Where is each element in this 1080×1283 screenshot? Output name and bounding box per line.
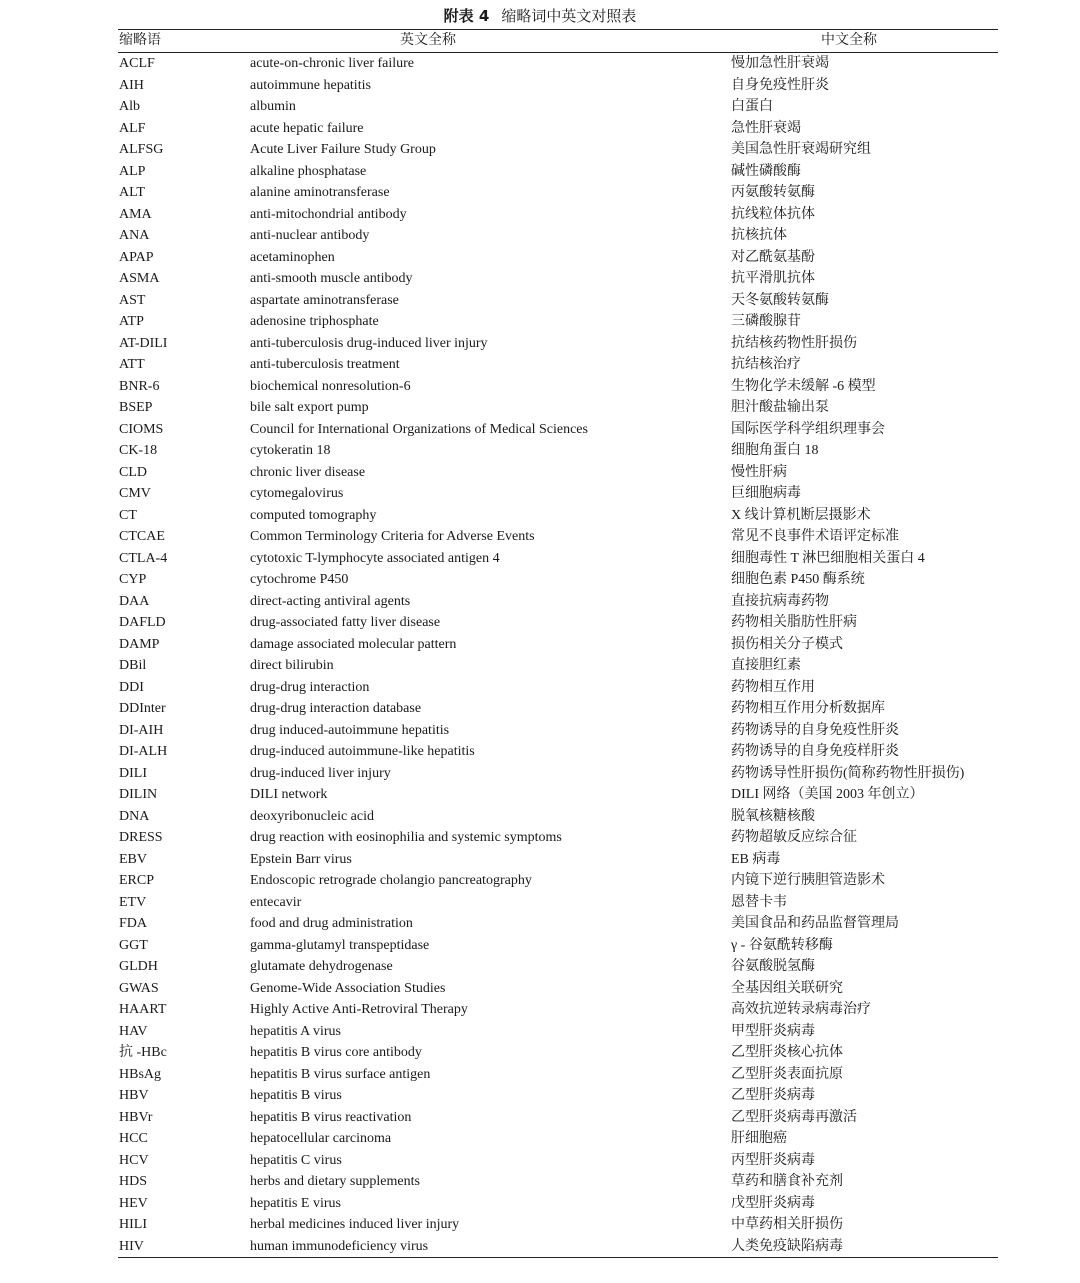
abbreviation-cell: DDI <box>119 679 144 695</box>
table-row <box>118 204 998 226</box>
table-row <box>118 1128 998 1150</box>
abbreviation-cell: FDA <box>119 916 148 931</box>
chinese-name-cell: 三磷酸腺苷 <box>731 314 801 329</box>
abbreviation-cell: HBsAg <box>119 1066 162 1082</box>
chinese-name-cell: 中草药相关肝损伤 <box>731 1217 843 1232</box>
english-name-cell: Common Terminology Criteria for Adverse Events <box>250 529 535 544</box>
english-name-cell: drug-induced liver injury <box>250 765 391 781</box>
english-name-cell: Endoscopic retrograde cholangio pancreatography <box>250 873 532 888</box>
chinese-name-cell: 天冬氨酸转氨酶 <box>731 292 829 308</box>
table-row <box>118 978 998 1000</box>
chinese-name-cell: 细胞毒性 T 淋巴细胞相关蛋白 4 <box>731 550 925 566</box>
chinese-name-cell: γ - 谷氨酰转移酶 <box>731 937 833 953</box>
abbreviation-cell: ASMA <box>119 271 160 286</box>
english-name-cell: hepatitis C virus <box>250 1152 342 1168</box>
abbreviation-cell: CIOMS <box>119 421 164 437</box>
table-row <box>118 268 998 290</box>
chinese-name-cell: 药物超敏反应综合征 <box>731 830 857 845</box>
english-name-cell: hepatitis A virus <box>250 1023 341 1039</box>
table-row <box>118 827 998 849</box>
chinese-name-cell: 乙型肝炎病毒再激活 <box>731 1109 857 1125</box>
table-row <box>118 677 998 699</box>
english-name-cell: acute-on-chronic liver failure <box>250 56 415 71</box>
table-row <box>118 892 998 914</box>
chinese-name-cell: 美国急性肝衰竭研究组 <box>731 142 871 157</box>
abbreviation-cell: BSEP <box>119 400 153 415</box>
chinese-name-cell: 直接胆红素 <box>731 658 801 673</box>
chinese-name-cell: 药物相关脂肪性肝病 <box>731 615 857 630</box>
table-row <box>118 634 998 656</box>
english-name-cell: drug reaction with eosinophilia and systemic symptoms <box>250 830 562 845</box>
table-row <box>118 118 998 140</box>
table-row <box>118 956 998 978</box>
english-name-cell: Epstein Barr virus <box>250 851 352 867</box>
table-row <box>118 1042 998 1064</box>
chinese-name-cell: 甲型肝炎病毒 <box>731 1023 815 1039</box>
header-english-full-name: 英文全称 <box>400 33 456 48</box>
abbreviation-cell: CTLA-4 <box>119 550 168 566</box>
abbreviation-cell: DI-AIH <box>119 722 164 738</box>
table-row <box>118 1171 998 1193</box>
table-row <box>118 763 998 785</box>
english-name-cell: direct-acting antiviral agents <box>250 593 411 609</box>
abbreviation-cell: APAP <box>119 249 154 265</box>
table-row <box>118 1085 998 1107</box>
english-name-cell: cytomegalovirus <box>250 486 344 501</box>
table-row <box>118 75 998 97</box>
table-row <box>118 247 998 269</box>
chinese-name-cell: 抗核抗体 <box>731 228 787 243</box>
chinese-name-cell: 戊型肝炎病毒 <box>731 1195 815 1211</box>
abbreviation-cell: BNR-6 <box>119 378 160 394</box>
chinese-name-cell: 药物诱导性肝损伤(简称药物性肝损伤) <box>731 765 965 781</box>
abbreviation-cell: HEV <box>119 1195 148 1211</box>
chinese-name-cell: 草药和膳食补充剂 <box>731 1174 843 1189</box>
chinese-name-cell: 药物相互作用分析数据库 <box>731 701 885 716</box>
table-row <box>118 806 998 828</box>
abbreviation-cell: AT-DILI <box>119 335 168 351</box>
chinese-name-cell: 国际医学科学组织理事会 <box>731 421 885 437</box>
chinese-name-cell: 药物诱导的自身免疫性肝炎 <box>731 722 899 738</box>
english-name-cell: cytotoxic T-lymphocyte associated antigen 4 <box>250 550 500 566</box>
english-name-cell: DILI network <box>250 787 328 802</box>
english-name-cell: adenosine triphosphate <box>250 314 379 329</box>
english-name-cell: anti-smooth muscle antibody <box>250 271 413 286</box>
abbreviation-cell: AMA <box>119 206 152 222</box>
english-name-cell: drug-drug interaction <box>250 679 370 695</box>
chinese-name-cell: 抗结核治疗 <box>731 357 801 372</box>
table-row <box>118 419 998 441</box>
english-name-cell: entecavir <box>250 894 302 910</box>
table-row <box>118 935 998 957</box>
chinese-name-cell: 抗结核药物性肝损伤 <box>731 335 857 351</box>
abbreviation-cell: ERCP <box>119 873 155 888</box>
abbreviation-cell: ATP <box>119 314 144 329</box>
chinese-name-cell: 细胞色素 P450 酶系统 <box>731 572 865 587</box>
chinese-name-cell: 抗线粒体抗体 <box>731 206 815 222</box>
chinese-name-cell: X 线计算机断层摄影术 <box>731 507 871 523</box>
abbreviation-table <box>118 29 998 1258</box>
english-name-cell: drug induced-autoimmune hepatitis <box>250 722 450 738</box>
abbreviation-cell: DI-ALH <box>119 744 168 759</box>
table-row <box>118 1193 998 1215</box>
english-name-cell: Council for International Organizations of Medical Sciences <box>250 421 588 437</box>
header-chinese-full-name: 中文全称 <box>821 33 877 48</box>
chinese-name-cell: 损伤相关分子模式 <box>731 636 843 652</box>
abbreviation-cell: DAMP <box>119 636 160 652</box>
chinese-name-cell: 细胞角蛋白 18 <box>731 443 819 458</box>
table-row <box>118 462 998 484</box>
english-name-cell: chronic liver disease <box>250 464 366 480</box>
abbreviation-cell: AIH <box>119 77 144 93</box>
table-row <box>118 483 998 505</box>
chinese-name-cell: 乙型肝炎病毒 <box>731 1088 815 1103</box>
table-row <box>118 1214 998 1236</box>
chinese-name-cell: 慢性肝病 <box>731 464 787 480</box>
english-name-cell: anti-tuberculosis drug-induced liver injury <box>250 335 488 351</box>
english-name-cell: alanine aminotransferase <box>250 185 390 200</box>
table-row <box>118 999 998 1021</box>
header-abbreviation: 缩略语 <box>119 33 161 48</box>
abbreviation-cell: HAART <box>119 1002 167 1017</box>
english-name-cell: hepatitis B virus core antibody <box>250 1045 422 1060</box>
table-title: 缩略词中英文对照表 <box>501 9 637 25</box>
abbreviation-cell: HBV <box>119 1088 149 1103</box>
chinese-name-cell: 肝细胞癌 <box>731 1131 787 1146</box>
abbreviation-cell: CTCAE <box>119 529 165 544</box>
abbreviation-cell: HIV <box>119 1238 144 1254</box>
english-name-cell: damage associated molecular pattern <box>250 636 457 652</box>
english-name-cell: bile salt export pump <box>250 400 369 415</box>
abbreviation-cell: Alb <box>119 99 140 114</box>
abbreviation-cell: GGT <box>119 937 148 953</box>
table-row <box>118 698 998 720</box>
english-name-cell: Highly Active Anti-Retroviral Therapy <box>250 1002 468 1017</box>
abbreviation-cell: ALT <box>119 185 145 200</box>
abbreviation-cell: ANA <box>119 228 150 243</box>
english-name-cell: direct bilirubin <box>250 658 334 673</box>
chinese-name-cell: 白蛋白 <box>731 99 773 114</box>
table-row <box>118 526 998 548</box>
english-name-cell: acetaminophen <box>250 249 335 265</box>
abbreviation-cell: HCC <box>119 1131 148 1146</box>
table-body <box>118 53 998 1257</box>
abbreviation-cell: DILI <box>119 765 147 781</box>
table-row <box>118 354 998 376</box>
table-row <box>118 612 998 634</box>
table-row <box>118 655 998 677</box>
english-name-cell: anti-nuclear antibody <box>250 228 370 243</box>
english-name-cell: drug-induced autoimmune-like hepatitis <box>250 744 475 759</box>
english-name-cell: food and drug administration <box>250 916 413 931</box>
chinese-name-cell: 乙型肝炎核心抗体 <box>731 1045 843 1060</box>
chinese-name-cell: 抗平滑肌抗体 <box>731 271 815 286</box>
english-name-cell: human immunodeficiency virus <box>250 1238 429 1254</box>
abbreviation-cell: DNA <box>119 808 150 824</box>
english-name-cell: alkaline phosphatase <box>250 163 367 179</box>
english-name-cell: cytochrome P450 <box>250 572 349 587</box>
abbreviation-cell: ALP <box>119 163 146 179</box>
table-row <box>118 913 998 935</box>
abbreviation-cell: CMV <box>119 486 151 501</box>
abbreviation-cell: ATT <box>119 357 145 372</box>
table-row <box>118 1021 998 1043</box>
table-row <box>118 784 998 806</box>
abbreviation-cell: HAV <box>119 1023 148 1039</box>
chinese-name-cell: 内镜下逆行胰胆管造影术 <box>731 873 885 888</box>
chinese-name-cell: 丙氨酸转氨酶 <box>731 185 815 200</box>
english-name-cell: hepatitis E virus <box>250 1195 341 1211</box>
table-row <box>118 505 998 527</box>
chinese-name-cell: EB 病毒 <box>731 851 781 867</box>
table-row <box>118 1107 998 1129</box>
chinese-name-cell: 巨细胞病毒 <box>731 486 801 501</box>
abbreviation-cell: CYP <box>119 572 147 587</box>
table-row <box>118 870 998 892</box>
english-name-cell: biochemical nonresolution-6 <box>250 378 411 394</box>
english-name-cell: hepatitis B virus reactivation <box>250 1109 412 1125</box>
abbreviation-cell: 抗 -HBc <box>119 1045 167 1060</box>
table-row <box>118 333 998 355</box>
table-row <box>118 591 998 613</box>
table-row <box>118 53 998 75</box>
table-row <box>118 741 998 763</box>
table-row <box>118 139 998 161</box>
abbreviation-cell: ETV <box>119 894 147 910</box>
english-name-cell: Acute Liver Failure Study Group <box>250 142 436 157</box>
table-row <box>118 440 998 462</box>
abbreviation-cell: CK-18 <box>119 443 158 458</box>
english-name-cell: anti-tuberculosis treatment <box>250 357 400 372</box>
english-name-cell: computed tomography <box>250 507 377 523</box>
chinese-name-cell: DILI 网络（美国 2003 年创立） <box>731 787 924 802</box>
english-name-cell: drug-associated fatty liver disease <box>250 615 441 630</box>
english-name-cell: deoxyribonucleic acid <box>250 808 375 824</box>
english-name-cell: Genome-Wide Association Studies <box>250 980 446 996</box>
english-name-cell: drug-drug interaction database <box>250 701 422 716</box>
chinese-name-cell: 碱性磷酸酶 <box>731 163 801 179</box>
abbreviation-cell: AST <box>119 292 146 308</box>
english-name-cell: herbs and dietary supplements <box>250 1174 420 1189</box>
abbreviation-cell: DRESS <box>119 830 163 845</box>
table-row <box>118 311 998 333</box>
chinese-name-cell: 全基因组关联研究 <box>731 980 843 996</box>
chinese-name-cell: 人类免疫缺陷病毒 <box>731 1238 843 1254</box>
table-row <box>118 376 998 398</box>
english-name-cell: hepatocellular carcinoma <box>250 1131 392 1146</box>
abbreviation-cell: GWAS <box>119 980 159 996</box>
chinese-name-cell: 对乙酰氨基酚 <box>731 249 815 265</box>
chinese-name-cell: 美国食品和药品监督管理局 <box>731 916 899 931</box>
abbreviation-cell: CT <box>119 507 137 523</box>
abbreviation-cell: HCV <box>119 1152 149 1168</box>
abbreviation-cell: EBV <box>119 851 147 867</box>
english-name-cell: glutamate dehydrogenase <box>250 959 393 974</box>
chinese-name-cell: 药物诱导的自身免疫样肝炎 <box>731 744 899 759</box>
chinese-name-cell: 慢加急性肝衰竭 <box>731 56 829 71</box>
table-header <box>118 30 998 53</box>
english-name-cell: acute hepatic failure <box>250 120 364 136</box>
english-name-cell: gamma-glutamyl transpeptidase <box>250 937 430 953</box>
table-row <box>118 397 998 419</box>
abbreviation-cell: DDInter <box>119 701 166 716</box>
abbreviation-cell: ALF <box>119 120 146 136</box>
abbreviation-cell: HBVr <box>119 1109 153 1125</box>
table-row <box>118 1236 998 1258</box>
chinese-name-cell: 直接抗病毒药物 <box>731 593 829 609</box>
chinese-name-cell: 高效抗逆转录病毒治疗 <box>731 1002 871 1017</box>
table-number: 附表 4 <box>443 7 490 25</box>
chinese-name-cell: 常见不良事件术语评定标准 <box>731 529 899 544</box>
table-row <box>118 1064 998 1086</box>
table-row <box>118 161 998 183</box>
table-row <box>118 720 998 742</box>
english-name-cell: herbal medicines induced liver injury <box>250 1217 460 1232</box>
table-row <box>118 290 998 312</box>
table-row <box>118 569 998 591</box>
english-name-cell: hepatitis B virus <box>250 1088 342 1103</box>
abbreviation-cell: GLDH <box>119 959 158 974</box>
table-row <box>118 1150 998 1172</box>
chinese-name-cell: 谷氨酸脱氢酶 <box>731 959 815 974</box>
english-name-cell: autoimmune hepatitis <box>250 77 371 93</box>
english-name-cell: aspartate aminotransferase <box>250 292 399 308</box>
abbreviation-cell: ALFSG <box>119 142 164 157</box>
chinese-name-cell: 急性肝衰竭 <box>731 120 801 136</box>
table-row <box>118 96 998 118</box>
english-name-cell: anti-mitochondrial antibody <box>250 206 407 222</box>
chinese-name-cell: 脱氧核糖核酸 <box>731 808 815 824</box>
abbreviation-cell: HDS <box>119 1174 148 1189</box>
chinese-name-cell: 生物化学未缓解 -6 模型 <box>731 378 876 394</box>
abbreviation-cell: DBil <box>119 658 147 673</box>
abbreviation-cell: DAFLD <box>119 615 166 630</box>
chinese-name-cell: 药物相互作用 <box>731 679 815 695</box>
abbreviation-cell: DILIN <box>119 787 158 802</box>
chinese-name-cell: 自身免疫性肝炎 <box>731 77 829 93</box>
chinese-name-cell: 胆汁酸盐输出泵 <box>731 400 829 415</box>
chinese-name-cell: 恩替卡韦 <box>731 894 787 910</box>
table-row <box>118 548 998 570</box>
english-name-cell: hepatitis B virus surface antigen <box>250 1066 431 1082</box>
chinese-name-cell: 乙型肝炎表面抗原 <box>731 1066 843 1082</box>
table-row <box>118 225 998 247</box>
chinese-name-cell: 丙型肝炎病毒 <box>731 1152 815 1168</box>
abbreviation-cell: ACLF <box>119 56 155 71</box>
table-row <box>118 182 998 204</box>
table-caption <box>0 6 1080 27</box>
english-name-cell: albumin <box>250 99 296 114</box>
abbreviation-cell: CLD <box>119 464 147 480</box>
abbreviation-cell: DAA <box>119 593 150 609</box>
english-name-cell: cytokeratin 18 <box>250 443 331 458</box>
table-row <box>118 849 998 871</box>
abbreviation-cell: HILI <box>119 1217 147 1232</box>
